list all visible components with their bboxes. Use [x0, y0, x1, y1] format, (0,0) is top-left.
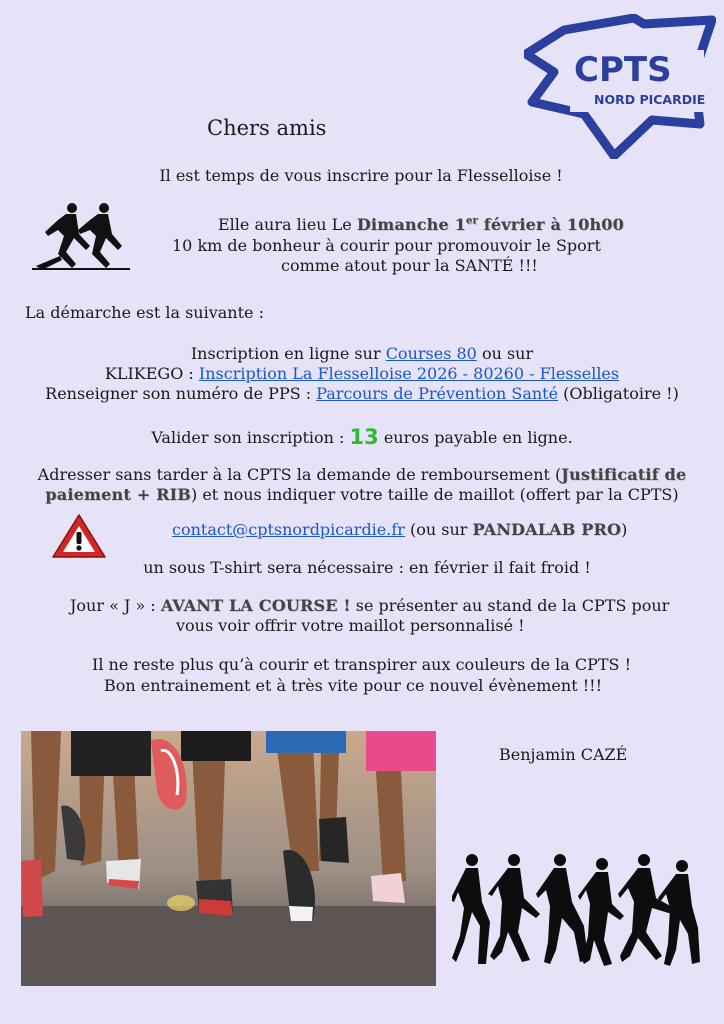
logo-title: CPTS	[574, 50, 672, 90]
klikego-link[interactable]: Inscription La Flesselloise 2026 - 80260 - Flesselles	[198, 364, 620, 383]
price-amount: 13	[349, 425, 379, 449]
signature: Benjamin CAZÉ	[499, 745, 628, 764]
race-day-line-1: Jour « J » : AVANT LA COURSE ! se présenter au stand de la CPTS pour	[70, 596, 670, 615]
runners-photo	[21, 731, 436, 986]
runner-silhouettes-icon	[452, 852, 702, 970]
closing-line-1: Il ne reste plus qu’à courir et transpirer aux couleurs de la CPTS !	[92, 655, 632, 674]
contact-email-link[interactable]: contact@cptsnordpicardie.fr	[172, 520, 405, 539]
pandalab-label: PANDALAB PRO	[472, 520, 622, 539]
event-distance-line: 10 km de bonheur à courir pour promouvoir le Sport	[172, 236, 601, 255]
pps-link[interactable]: Parcours de Prévention Santé	[316, 384, 559, 403]
logo-subtitle: NORD PICARDIE	[594, 92, 706, 107]
tshirt-note: un sous T-shirt sera nécessaire : en février il fait froid !	[143, 558, 591, 577]
race-day-line-2: vous voir offrir votre maillot personnalisé !	[176, 616, 525, 635]
warning-triangle-icon	[50, 512, 108, 560]
registration-line-3: Renseigner son numéro de PPS : Parcours de Prévention Santé (Obligatoire !)	[45, 384, 679, 403]
greeting: Chers amis	[207, 116, 327, 140]
contact-line: contact@cptsnordpicardie.fr (ou sur PANDALAB PRO)	[172, 520, 628, 539]
steps-heading: La démarche est la suivante :	[25, 303, 264, 322]
reimbursement-line-1: Adresser sans tarder à la CPTS la demande de remboursement (Justificatif de	[37, 465, 687, 484]
event-health-line: comme atout pour la SANTÉ !!!	[281, 256, 538, 275]
validate-line: Valider son inscription : 13 euros payable en ligne.	[151, 425, 573, 449]
two-runners-icon	[32, 200, 130, 272]
courses80-link[interactable]: Courses 80	[385, 344, 477, 363]
intro-text: Il est temps de vous inscrire pour la Flesselloise !	[159, 166, 563, 185]
cpts-logo	[524, 14, 716, 159]
reimbursement-line-2: paiement + RIB) et nous indiquer votre taille de maillot (offert par la CPTS)	[45, 485, 679, 504]
closing-line-2: Bon entrainement et à très vite pour ce nouvel évènement !!!	[104, 676, 602, 695]
registration-line-1: Inscription en ligne sur Courses 80 ou sur	[190, 344, 534, 363]
event-date-line: Elle aura lieu Le Dimanche 1er février à 10h00	[218, 215, 624, 234]
registration-line-2: KLIKEGO : Inscription La Flesselloise 2026 - 80260 - Flesselles	[104, 364, 620, 383]
